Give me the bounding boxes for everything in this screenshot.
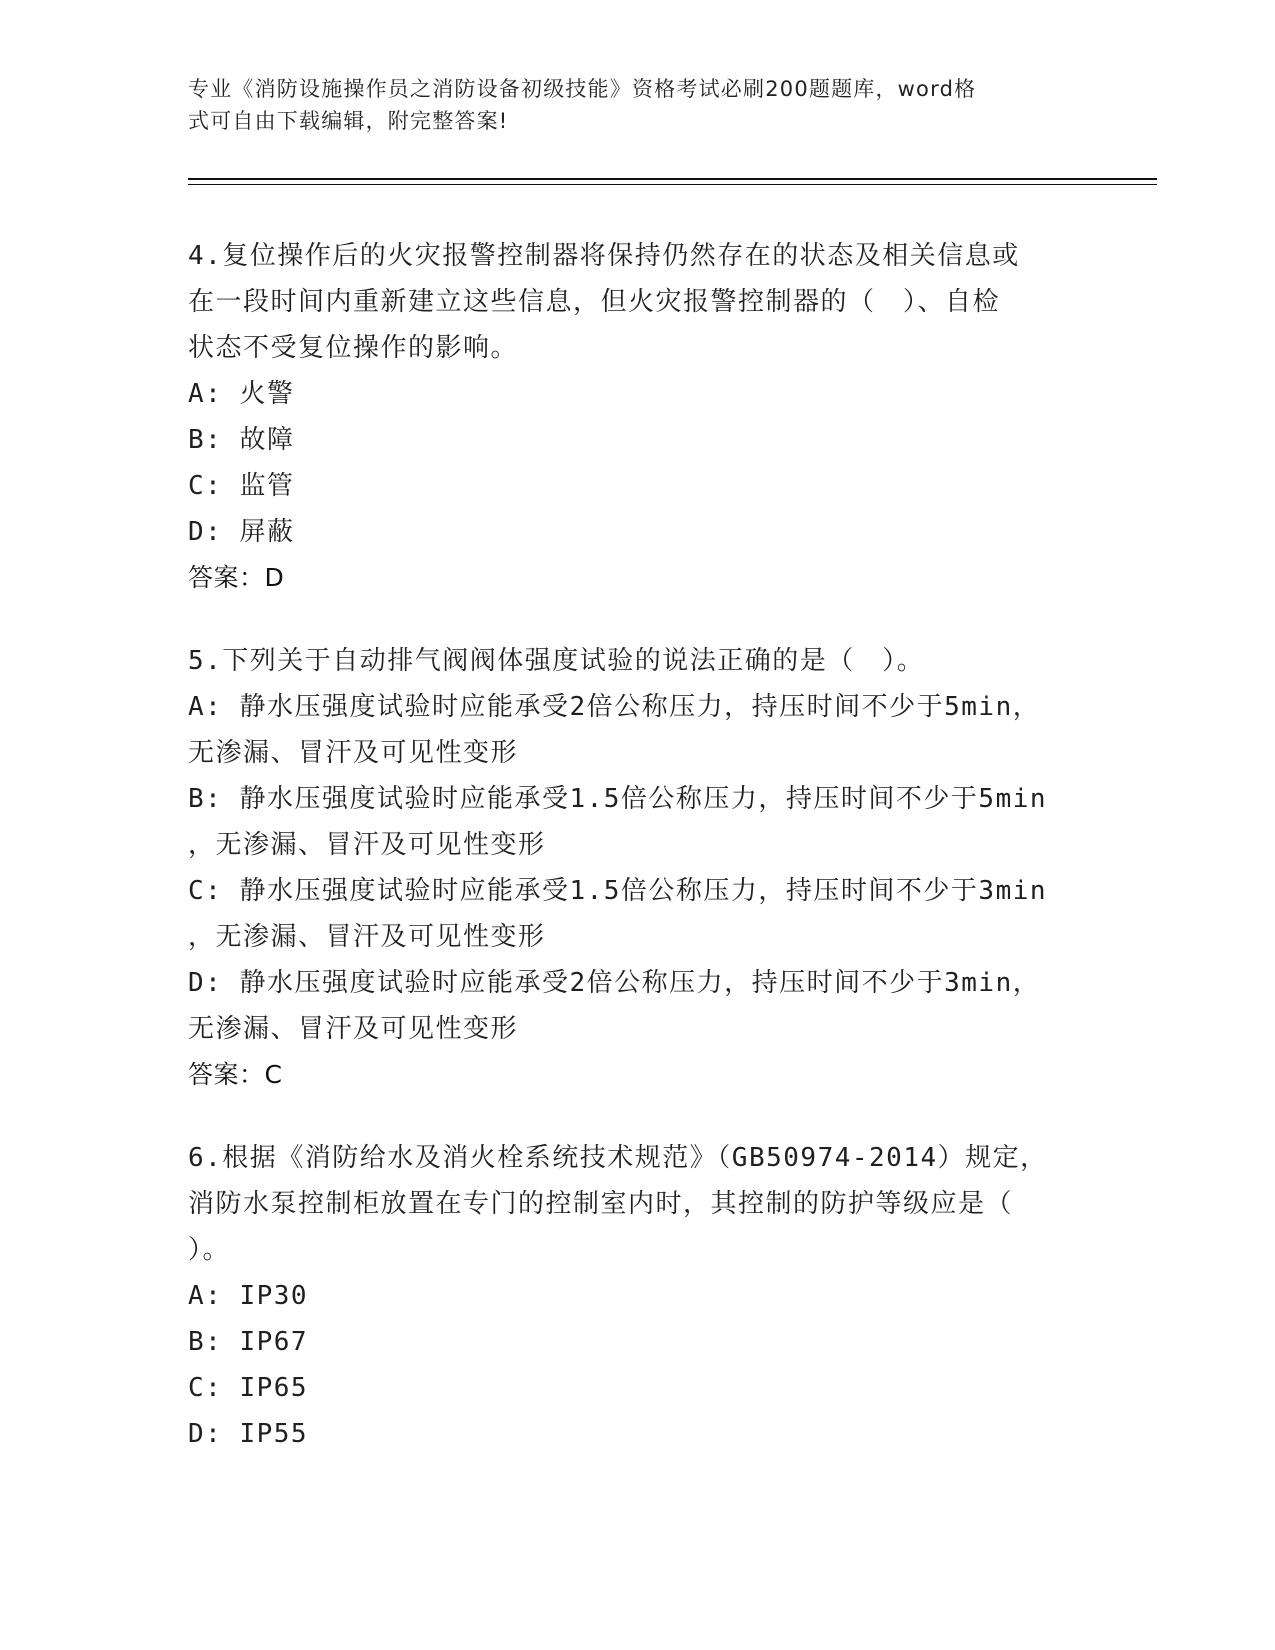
option-a: A: 火警 [188,379,295,409]
header-title-line-1: 专业《消防设施操作员之消防设备初级技能》资格考试必刷200题题库，word格 [188,77,977,101]
answer-label: 答案：D [188,563,285,592]
option-b: B: IP67 [188,1327,309,1357]
option-c: C: 监管 [188,471,295,501]
option-c-line-2: ，无渗漏、冒汗及可见性变形 [188,922,546,952]
option-c-line-1: C: 静水压强度试验时应能承受1.5倍公称压力，持压时间不少于3min [188,876,1048,906]
option-d: D: 屏蔽 [188,517,295,547]
question-stem-line: ）。 [188,1235,231,1265]
option-a-line-2: 无渗漏、冒汗及可见性变形 [188,738,519,768]
questions-list [188,233,1088,1494]
header-divider-thin [188,184,1157,185]
question-stem-line: 消防水泵控制柜放置在专门的控制室内时，其控制的防护等级应是（ [188,1189,1014,1219]
option-d: D: IP55 [188,1419,309,1449]
option-c: C: IP65 [188,1373,309,1403]
question-stem-line: 5.下列关于自动排气阀阀体强度试验的说法正确的是（ ）。 [188,646,925,676]
question-stem-line: 状态不受复位操作的影响。 [188,333,519,363]
option-b-line-1: B: 静水压强度试验时应能承受1.5倍公称压力，持压时间不少于5min [188,784,1048,814]
option-d-line-2: 无渗漏、冒汗及可见性变形 [188,1014,519,1044]
question-stem-line: 在一段时间内重新建立这些信息，但火灾报警控制器的（ ）、自检 [188,287,1001,317]
option-b: B: 故障 [188,425,295,455]
question-4 [188,233,1088,601]
question-stem-line: 4.复位操作后的火灾报警控制器将保持仍然存在的状态及相关信息或 [188,241,1020,271]
option-d-line-1: D: 静水压强度试验时应能承受2倍公称压力，持压时间不少于3min， [188,968,1041,998]
question-5 [188,638,1088,1098]
question-6 [188,1135,1088,1457]
header-title-line-2: 式可自由下载编辑，附完整答案! [188,109,509,133]
option-b-line-2: ，无渗漏、冒汗及可见性变形 [188,830,546,860]
option-a: A: IP30 [188,1281,309,1311]
answer-label: 答案：C [188,1060,283,1089]
option-a-line-1: A: 静水压强度试验时应能承受2倍公称压力，持压时间不少于5min， [188,692,1041,722]
header-divider-thick [188,178,1157,180]
question-stem-line: 6.根据《消防给水及消火栓系统技术规范》（GB50974-2014）规定， [188,1143,1048,1173]
document-header [188,73,1068,137]
